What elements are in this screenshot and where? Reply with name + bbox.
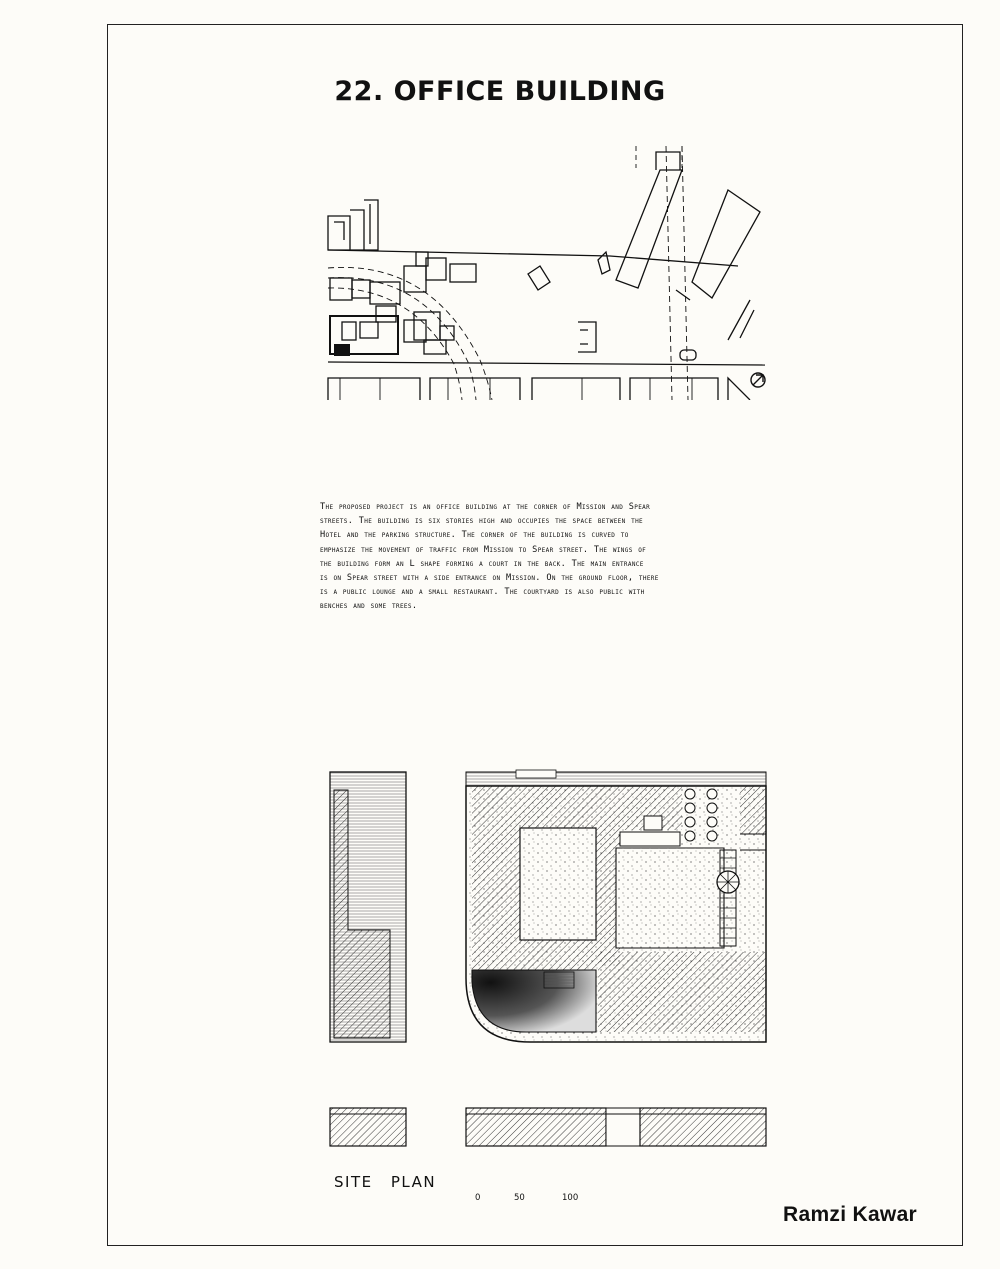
north-arrow-icon (751, 373, 765, 387)
location-plan-drawing (320, 140, 780, 400)
scale-tick-0: 0 (475, 1193, 481, 1203)
scale-tick-100: 100 (562, 1193, 579, 1203)
site-plan-label: SITE PLAN (334, 1173, 437, 1191)
page-title: 22. OFFICE BUILDING (334, 76, 666, 107)
author-name: Ramzi Kawar (783, 1203, 918, 1226)
scale-tick-50: 50 (514, 1193, 525, 1203)
project-description: The proposed project is an office building at the corner of Mission and Spear streets. The building is six stories high and occupies the space between the Hotel and the parking structure. The corner of the building is curved to emphasize the movement of traffic from Mission to Spear street. The wings of the building form an L shape forming a court in the back. The main entrance is on Spear street with a side entrance on Mission. On the ground floor, there is a public lounge and a small restaurant. The courtyard is also public with benches and some trees. (320, 502, 659, 612)
site-plan-drawing (320, 760, 780, 1160)
